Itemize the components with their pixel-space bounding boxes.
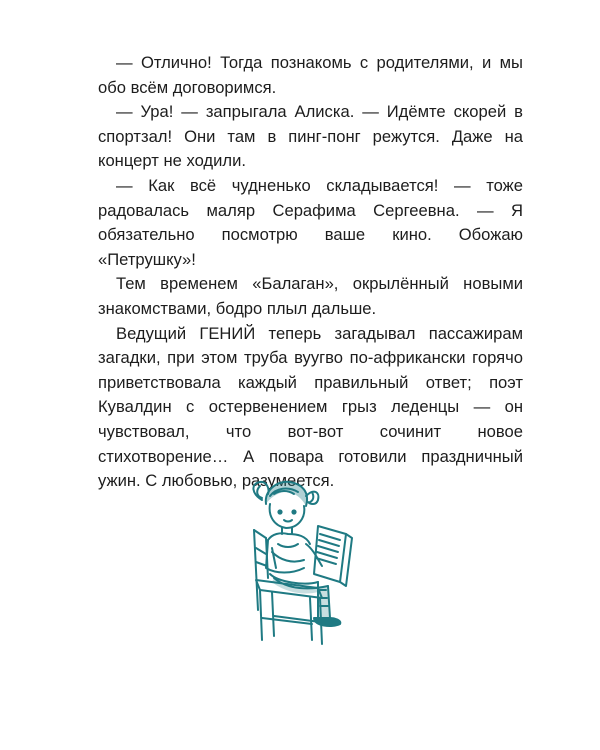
paragraph-5: Ведущий ГЕНИЙ теперь загадывал пассажирам загадки, при этом труба вуугво по-африкански горячо приветствовала каждый правильный ответ; поэт Кувалдин с остервенением грыз леденцы — он чувствовал, что вот-вот сочинит новое стихотворение… А повара готовили праздничный ужин. С любовью, разумеется. (98, 323, 523, 491)
body-text (98, 51, 523, 494)
paragraph-3: — Как всё чудненько складывается! — тоже радовалась маляр Серафима Сергеевна. — Я обязательно посмотрю ваше кино. Обожаю «Петрушку»! (98, 175, 523, 269)
paragraph-4: Тем временем «Балаган», окрылённый новыми знакомствами, бодро плыл дальше. (98, 274, 523, 318)
paragraph-1: — Отлично! Тогда познакомь с родителями, и мы обо всём договоримся. (98, 53, 523, 97)
paragraph-2: — Ура! — запрыгала Алиска. — Идёмте скорей в спортзал! Они там в пинг-понг режутся. Даже на концерт не ходили. (98, 102, 523, 171)
girl-on-chair-reading-illustration (248, 478, 366, 648)
